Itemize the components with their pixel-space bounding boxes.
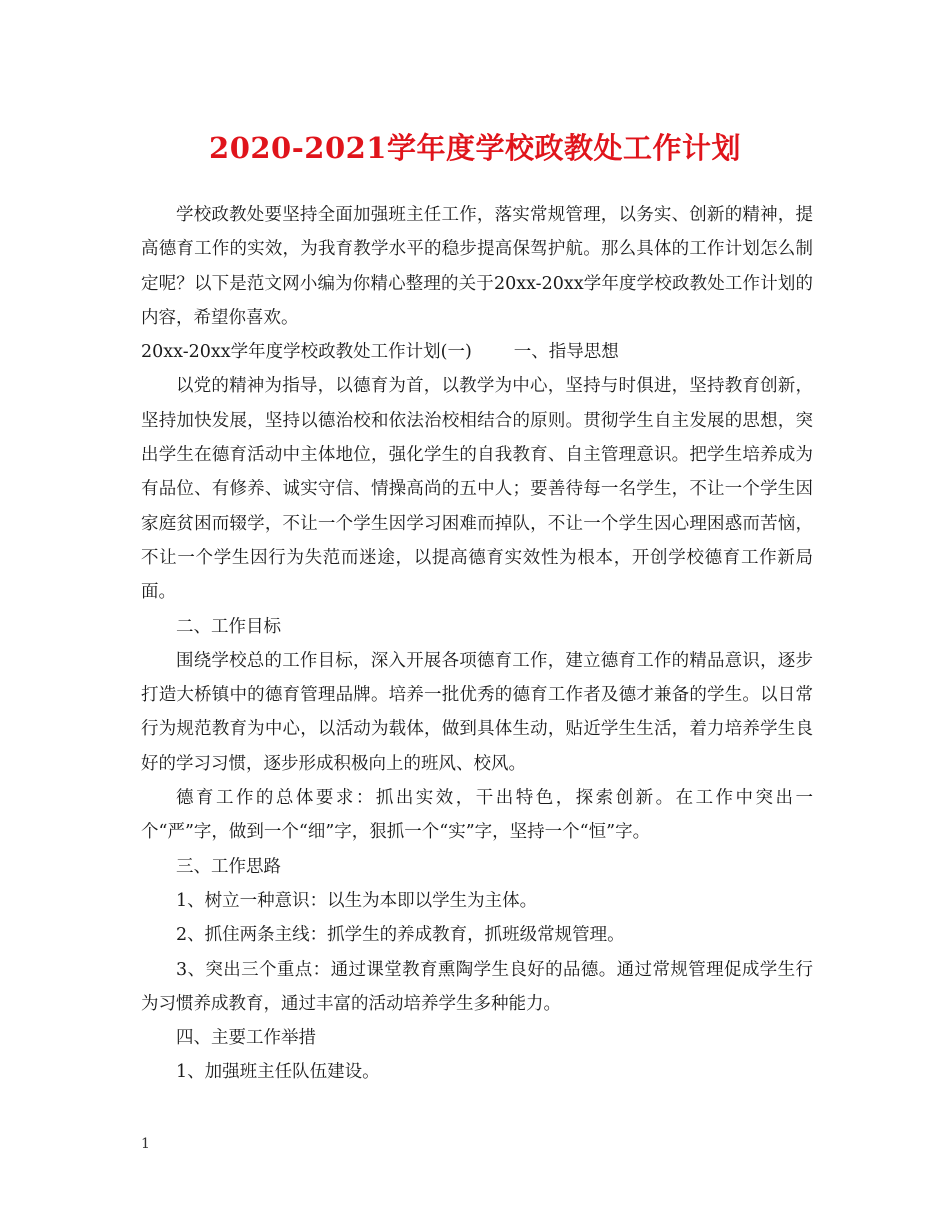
paragraph-guiding-thought: 以党的精神为指导，以德育为首，以教学为中心，坚持与时俱进，坚持教育创新，坚持加快发展，坚持以德治校和依法治校相结合的原则。贯彻学生自主发展的思想，突出学生在德育活动中主体地位，强化学生的自我教育、自主管理意识。把学生培养成为有品位、有修养、诚实守信、情操高尚的五中人；要善待每一名学生，不让一个学生因家庭贫困而辍学，不让一个学生因学习困难而掉队，不让一个学生因心理困惑而苦恼，不让一个学生因行为失范而迷途，以提高德育实效性为根本，开创学校德育工作新局面。 [141, 376, 813, 603]
section-heading-measures: 四、主要工作举措 [176, 1028, 316, 1049]
section-heading-approach: 三、工作思路 [176, 856, 281, 877]
section-heading-guiding-thought: 一、指导思想 [513, 342, 619, 363]
paragraph-requirements: 德育工作的总体要求：抓出实效，干出特色，探索创新。在工作中突出一个“严”字，做到一个“细”字，狠抓一个“实”字，坚持一个“恒”字。 [141, 788, 813, 843]
list-item-approach-1: 1、树立一种意识：以生为本即以学生为主体。 [176, 890, 538, 911]
document-title: 2020-2021学年度学校政教处工作计划 [209, 131, 741, 165]
paragraph-goals: 围绕学校总的工作目标，深入开展各项德育工作，建立德育工作的精品意识，逐步打造大桥镇中的德育管理品牌。培养一批优秀的德育工作者及德才兼备的学生。以日常行为规范教育为中心，以活动为载体，做到具体生动，贴近学生生活，着力培养学生良好的学习习惯，逐步形成积极向上的班风、校风。 [141, 650, 813, 774]
list-item-approach-2: 2、抓住两条主线：抓学生的养成教育，抓班级常规管理。 [176, 925, 625, 946]
page-number: 1 [141, 1136, 150, 1152]
list-item-approach-3: 3、突出三个重点：通过课堂教育熏陶学生良好的品德。通过常规管理促成学生行为习惯养成教育，通过丰富的活动培养学生多种能力。 [141, 959, 813, 1014]
document-body [141, 198, 813, 1090]
section-heading-goals: 二、工作目标 [176, 616, 281, 637]
plan-title: 20xx-20xx学年度学校政教处工作计划(一) [141, 342, 472, 363]
paragraph-intro: 学校政教处要坚持全面加强班主任工作，落实常规管理，以务实、创新的精神，提高德育工作的实效，为我育教学水平的稳步提高保驾护航。那么具体的工作计划怎么制定呢？以下是范文网小编为你精心整理的关于20xx-20xx学年度学校政教处工作计划的内容，希望你喜欢。 [141, 205, 813, 328]
list-item-measures-1: 1、加强班主任队伍建设。 [176, 1062, 380, 1083]
paragraph-plan-heading [141, 335, 813, 369]
